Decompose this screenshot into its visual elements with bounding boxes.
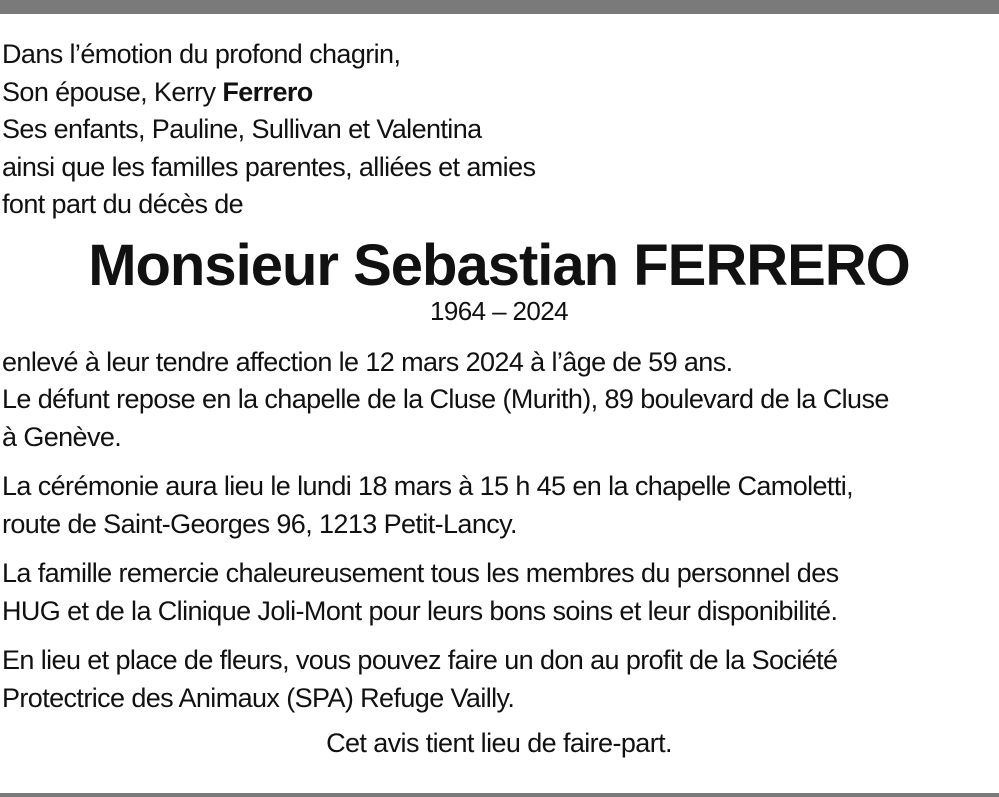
donation-line-1: En lieu et place de fleurs, vous pouvez faire un don au profit de la Société <box>2 645 838 675</box>
intro-line-3: Ses enfants, Pauline, Sullivan et Valentina <box>2 114 482 144</box>
intro-line-2 <box>2 74 996 112</box>
thanks-line-1: La famille remercie chaleureusement tous les membres du personnel des <box>2 558 839 588</box>
details-line-1: enlevé à leur tendre affection le 12 mars 2024 à l’âge de 59 ans. <box>2 346 733 377</box>
deceased-name: Monsieur Sebastian FERRERO <box>88 232 910 298</box>
spouse-surname: Ferrero <box>222 76 313 107</box>
intro-line-4: ainsi que les familles parentes, alliées et amies <box>2 151 536 182</box>
obituary-notice <box>2 36 996 763</box>
ceremony-paragraph <box>2 468 996 543</box>
details-paragraph <box>2 344 996 457</box>
details-line-3: à Genève. <box>2 421 122 452</box>
ceremony-line-1: La cérémonie aura lieu le lundi 18 mars à 15 h 45 en la chapelle Camoletti, <box>2 471 854 501</box>
donation-line-2: Protectrice des Animaux (SPA) Refuge Vailly. <box>2 682 515 713</box>
bottom-border-rule <box>0 793 999 797</box>
intro-line-5: font part du décès de <box>2 189 244 219</box>
thanks-line-2: HUG et de la Clinique Joli-Mont pour leurs bons soins et leur disponibilité. <box>2 595 838 626</box>
closing-line: Cet avis tient lieu de faire-part. <box>326 728 672 758</box>
top-border-rule <box>0 0 999 14</box>
details-line-2: Le défunt repose en la chapelle de la Cluse (Murith), 89 boulevard de la Cluse <box>2 384 889 414</box>
donation-paragraph <box>2 642 996 717</box>
intro-line-2-prefix: Son épouse, Kerry <box>2 76 223 107</box>
deceased-years: 1964 – 2024 <box>430 295 568 326</box>
intro-line-1: Dans l’émotion du profond chagrin, <box>2 39 401 69</box>
ceremony-line-2: route de Saint-Georges 96, 1213 Petit-Lancy. <box>2 508 517 539</box>
thanks-paragraph <box>2 555 996 630</box>
